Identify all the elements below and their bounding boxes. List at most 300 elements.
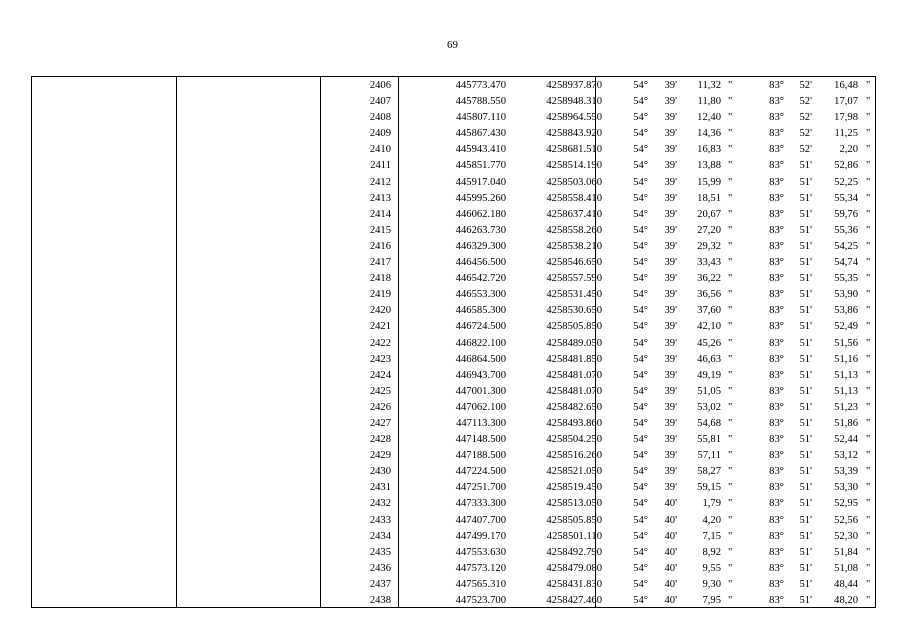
longitude-seconds: 52,49 xyxy=(834,321,858,333)
longitude-seconds: 17,98 xyxy=(834,112,858,124)
longitude-seconds: 52,86 xyxy=(834,160,858,172)
latitude-degrees: 54° xyxy=(633,176,648,188)
latitude-minutes: 39' xyxy=(664,176,677,188)
longitude-degrees: 83° xyxy=(769,257,784,269)
latitude-degrees: 54° xyxy=(633,498,648,510)
longitude-seconds-mark: " xyxy=(866,273,871,285)
longitude-seconds: 51,13 xyxy=(834,385,858,397)
x-coordinate: 447251.700 xyxy=(455,482,506,494)
latitude-seconds-mark: " xyxy=(728,514,733,526)
point-number: 2418 xyxy=(369,273,391,285)
latitude-minutes: 40' xyxy=(664,595,677,606)
table-row xyxy=(32,561,875,577)
table-row xyxy=(32,480,875,496)
longitude-seconds-mark: " xyxy=(866,385,871,397)
longitude-degrees: 83° xyxy=(769,546,784,558)
x-coordinate: 446553.300 xyxy=(455,289,506,301)
point-number: 2421 xyxy=(369,321,391,333)
x-coordinate: 445995.260 xyxy=(455,192,506,204)
latitude-seconds-mark: " xyxy=(728,96,733,108)
latitude-minutes: 40' xyxy=(664,546,677,558)
y-coordinate: 4258531.450 xyxy=(546,289,602,301)
longitude-minutes: 51' xyxy=(799,595,812,606)
table-row xyxy=(32,416,875,432)
latitude-degrees: 54° xyxy=(633,80,648,91)
y-coordinate: 4258481.070 xyxy=(546,385,602,397)
longitude-seconds: 51,08 xyxy=(834,562,858,574)
longitude-minutes: 51' xyxy=(799,385,812,397)
y-coordinate: 4258530.650 xyxy=(546,305,602,317)
x-coordinate: 447499.170 xyxy=(455,530,506,542)
latitude-seconds-mark: " xyxy=(728,353,733,365)
latitude-minutes: 39' xyxy=(664,144,677,156)
point-number: 2408 xyxy=(369,112,391,124)
table-row xyxy=(32,271,875,287)
latitude-minutes: 39' xyxy=(664,434,677,446)
coordinates-table xyxy=(31,76,876,608)
longitude-seconds: 52,56 xyxy=(834,514,858,526)
latitude-minutes: 40' xyxy=(664,514,677,526)
point-number: 2407 xyxy=(369,96,391,108)
longitude-seconds-mark: " xyxy=(866,192,871,204)
x-coordinate: 447001.300 xyxy=(455,385,506,397)
table-row xyxy=(32,593,875,609)
longitude-minutes: 51' xyxy=(799,466,812,478)
latitude-seconds: 11,80 xyxy=(697,96,721,108)
longitude-minutes: 51' xyxy=(799,482,812,494)
y-coordinate: 4258637.410 xyxy=(546,208,602,220)
longitude-seconds: 59,76 xyxy=(834,208,858,220)
longitude-seconds: 55,34 xyxy=(834,192,858,204)
latitude-seconds-mark: " xyxy=(728,257,733,269)
y-coordinate: 4258505.850 xyxy=(546,514,602,526)
latitude-seconds: 45,26 xyxy=(697,337,721,349)
latitude-degrees: 54° xyxy=(633,482,648,494)
latitude-minutes: 39' xyxy=(664,401,677,413)
table-row xyxy=(32,384,875,400)
point-number: 2419 xyxy=(369,289,391,301)
longitude-minutes: 51' xyxy=(799,192,812,204)
longitude-seconds-mark: " xyxy=(866,401,871,413)
table-row xyxy=(32,496,875,512)
point-number: 2413 xyxy=(369,192,391,204)
longitude-minutes: 51' xyxy=(799,562,812,574)
latitude-seconds-mark: " xyxy=(728,240,733,252)
point-number: 2433 xyxy=(369,514,391,526)
y-coordinate: 4258521.050 xyxy=(546,466,602,478)
latitude-seconds: 14,36 xyxy=(697,128,721,140)
latitude-seconds-mark: " xyxy=(728,160,733,172)
table-row xyxy=(32,577,875,593)
longitude-seconds-mark: " xyxy=(866,80,871,91)
y-coordinate: 4258558.410 xyxy=(546,192,602,204)
latitude-seconds: 59,15 xyxy=(697,482,721,494)
latitude-minutes: 39' xyxy=(664,337,677,349)
y-coordinate: 4258489.050 xyxy=(546,337,602,349)
latitude-seconds: 11,32 xyxy=(697,80,721,91)
longitude-degrees: 83° xyxy=(769,128,784,140)
longitude-degrees: 83° xyxy=(769,80,784,91)
y-coordinate: 4258937.870 xyxy=(546,80,602,91)
longitude-minutes: 51' xyxy=(799,224,812,236)
point-number: 2437 xyxy=(369,578,391,590)
longitude-degrees: 83° xyxy=(769,208,784,220)
longitude-degrees: 83° xyxy=(769,450,784,462)
longitude-seconds: 54,74 xyxy=(834,257,858,269)
latitude-degrees: 54° xyxy=(633,546,648,558)
latitude-degrees: 54° xyxy=(633,369,648,381)
table-row xyxy=(32,255,875,271)
longitude-seconds-mark: " xyxy=(866,160,871,172)
x-coordinate: 445807.110 xyxy=(456,112,506,124)
longitude-minutes: 52' xyxy=(799,144,812,156)
table-row xyxy=(32,529,875,545)
longitude-seconds-mark: " xyxy=(866,578,871,590)
longitude-minutes: 51' xyxy=(799,530,812,542)
table-row xyxy=(32,336,875,352)
longitude-minutes: 52' xyxy=(799,80,812,91)
latitude-seconds-mark: " xyxy=(728,450,733,462)
table-row xyxy=(32,400,875,416)
longitude-minutes: 51' xyxy=(799,321,812,333)
x-coordinate: 445917.040 xyxy=(455,176,506,188)
x-coordinate: 447188.500 xyxy=(455,450,506,462)
latitude-degrees: 54° xyxy=(633,514,648,526)
longitude-minutes: 51' xyxy=(799,353,812,365)
y-coordinate: 4258481.070 xyxy=(546,369,602,381)
latitude-degrees: 54° xyxy=(633,401,648,413)
table-row xyxy=(32,126,875,142)
latitude-degrees: 54° xyxy=(633,208,648,220)
latitude-minutes: 39' xyxy=(664,128,677,140)
latitude-seconds-mark: " xyxy=(728,112,733,124)
longitude-degrees: 83° xyxy=(769,337,784,349)
y-coordinate: 4258557.590 xyxy=(546,273,602,285)
latitude-degrees: 54° xyxy=(633,562,648,574)
x-coordinate: 446329.300 xyxy=(455,240,506,252)
y-coordinate: 4258479.080 xyxy=(546,562,602,574)
latitude-seconds-mark: " xyxy=(728,192,733,204)
latitude-seconds-mark: " xyxy=(728,176,733,188)
latitude-minutes: 39' xyxy=(664,80,677,91)
y-coordinate: 4258546.650 xyxy=(546,257,602,269)
point-number: 2424 xyxy=(369,369,391,381)
latitude-seconds: 9,30 xyxy=(702,578,721,590)
x-coordinate: 447148.500 xyxy=(455,434,506,446)
longitude-minutes: 51' xyxy=(799,289,812,301)
y-coordinate: 4258431.830 xyxy=(546,578,602,590)
longitude-seconds-mark: " xyxy=(866,353,871,365)
longitude-minutes: 51' xyxy=(799,417,812,429)
latitude-seconds: 57,11 xyxy=(697,450,721,462)
latitude-seconds-mark: " xyxy=(728,337,733,349)
point-number: 2429 xyxy=(369,450,391,462)
latitude-minutes: 40' xyxy=(664,498,677,510)
longitude-seconds: 17,07 xyxy=(834,96,858,108)
latitude-minutes: 39' xyxy=(664,305,677,317)
latitude-minutes: 40' xyxy=(664,530,677,542)
latitude-degrees: 54° xyxy=(633,417,648,429)
longitude-minutes: 52' xyxy=(799,96,812,108)
latitude-seconds: 15,99 xyxy=(697,176,721,188)
table-row xyxy=(32,110,875,126)
latitude-minutes: 40' xyxy=(664,578,677,590)
latitude-seconds: 36,56 xyxy=(697,289,721,301)
latitude-minutes: 39' xyxy=(664,385,677,397)
x-coordinate: 446542.720 xyxy=(455,273,506,285)
latitude-seconds-mark: " xyxy=(728,128,733,140)
longitude-seconds-mark: " xyxy=(866,482,871,494)
latitude-seconds-mark: " xyxy=(728,578,733,590)
latitude-minutes: 39' xyxy=(664,257,677,269)
point-number: 2426 xyxy=(369,401,391,413)
latitude-seconds-mark: " xyxy=(728,385,733,397)
y-coordinate: 4258503.060 xyxy=(546,176,602,188)
table-row xyxy=(32,303,875,319)
y-coordinate: 4258504.250 xyxy=(546,434,602,446)
longitude-seconds: 53,86 xyxy=(834,305,858,317)
latitude-seconds-mark: " xyxy=(728,321,733,333)
x-coordinate: 446263.730 xyxy=(455,224,506,236)
point-number: 2435 xyxy=(369,546,391,558)
x-coordinate: 447407.700 xyxy=(455,514,506,526)
latitude-degrees: 54° xyxy=(633,96,648,108)
latitude-seconds-mark: " xyxy=(728,273,733,285)
latitude-seconds: 13,88 xyxy=(697,160,721,172)
latitude-seconds: 1,79 xyxy=(702,498,721,510)
x-coordinate: 447565.310 xyxy=(455,578,506,590)
table-row xyxy=(32,368,875,384)
latitude-seconds-mark: " xyxy=(728,434,733,446)
y-coordinate: 4258519.450 xyxy=(546,482,602,494)
latitude-degrees: 54° xyxy=(633,450,648,462)
longitude-seconds-mark: " xyxy=(866,546,871,558)
latitude-seconds: 7,95 xyxy=(702,595,721,606)
y-coordinate: 4258481.850 xyxy=(546,353,602,365)
table-row xyxy=(32,94,875,110)
longitude-seconds: 11,25 xyxy=(834,128,858,140)
latitude-seconds: 9,55 xyxy=(702,562,721,574)
point-number: 2414 xyxy=(369,208,391,220)
y-coordinate: 4258482.650 xyxy=(546,401,602,413)
longitude-minutes: 51' xyxy=(799,337,812,349)
y-coordinate: 4258513.050 xyxy=(546,498,602,510)
latitude-degrees: 54° xyxy=(633,353,648,365)
table-body xyxy=(32,78,875,609)
latitude-minutes: 39' xyxy=(664,96,677,108)
longitude-degrees: 83° xyxy=(769,353,784,365)
longitude-seconds: 55,36 xyxy=(834,224,858,236)
longitude-seconds: 51,23 xyxy=(834,401,858,413)
latitude-seconds: 16,83 xyxy=(697,144,721,156)
latitude-seconds-mark: " xyxy=(728,562,733,574)
latitude-seconds-mark: " xyxy=(728,224,733,236)
longitude-minutes: 51' xyxy=(799,160,812,172)
latitude-seconds: 51,05 xyxy=(697,385,721,397)
latitude-minutes: 39' xyxy=(664,289,677,301)
page-number: 69 xyxy=(447,39,458,51)
x-coordinate: 446456.500 xyxy=(455,257,506,269)
longitude-degrees: 83° xyxy=(769,224,784,236)
latitude-seconds: 20,67 xyxy=(697,208,721,220)
table-row xyxy=(32,319,875,335)
x-coordinate: 447333.300 xyxy=(455,498,506,510)
longitude-degrees: 83° xyxy=(769,96,784,108)
longitude-minutes: 51' xyxy=(799,273,812,285)
latitude-seconds-mark: " xyxy=(728,369,733,381)
latitude-degrees: 54° xyxy=(633,385,648,397)
longitude-seconds: 52,25 xyxy=(834,176,858,188)
longitude-degrees: 83° xyxy=(769,466,784,478)
longitude-degrees: 83° xyxy=(769,160,784,172)
table-row xyxy=(32,223,875,239)
longitude-seconds-mark: " xyxy=(866,96,871,108)
latitude-minutes: 39' xyxy=(664,417,677,429)
point-number: 2406 xyxy=(369,80,391,91)
latitude-minutes: 39' xyxy=(664,240,677,252)
x-coordinate: 447062.100 xyxy=(455,401,506,413)
longitude-seconds: 53,90 xyxy=(834,289,858,301)
point-number: 2431 xyxy=(369,482,391,494)
longitude-minutes: 51' xyxy=(799,257,812,269)
longitude-degrees: 83° xyxy=(769,482,784,494)
latitude-degrees: 54° xyxy=(633,595,648,606)
x-coordinate: 445867.430 xyxy=(455,128,506,140)
longitude-minutes: 51' xyxy=(799,450,812,462)
x-coordinate: 445788.550 xyxy=(455,96,506,108)
table-row xyxy=(32,287,875,303)
longitude-seconds-mark: " xyxy=(866,337,871,349)
latitude-minutes: 39' xyxy=(664,450,677,462)
longitude-minutes: 51' xyxy=(799,208,812,220)
longitude-seconds-mark: " xyxy=(866,434,871,446)
longitude-degrees: 83° xyxy=(769,305,784,317)
y-coordinate: 4258501.110 xyxy=(546,530,602,542)
longitude-seconds-mark: " xyxy=(866,562,871,574)
point-number: 2416 xyxy=(369,240,391,252)
longitude-seconds: 53,30 xyxy=(834,482,858,494)
latitude-degrees: 54° xyxy=(633,224,648,236)
latitude-degrees: 54° xyxy=(633,128,648,140)
longitude-degrees: 83° xyxy=(769,385,784,397)
longitude-degrees: 83° xyxy=(769,595,784,606)
longitude-seconds: 51,56 xyxy=(834,337,858,349)
longitude-seconds: 54,25 xyxy=(834,240,858,252)
latitude-degrees: 54° xyxy=(633,273,648,285)
longitude-degrees: 83° xyxy=(769,578,784,590)
longitude-degrees: 83° xyxy=(769,144,784,156)
longitude-seconds-mark: " xyxy=(866,530,871,542)
x-coordinate: 447573.120 xyxy=(455,562,506,574)
longitude-seconds-mark: " xyxy=(866,595,871,606)
y-coordinate: 4258492.790 xyxy=(546,546,602,558)
x-coordinate: 445851.770 xyxy=(455,160,506,172)
point-number: 2425 xyxy=(369,385,391,397)
point-number: 2438 xyxy=(369,595,391,606)
latitude-minutes: 39' xyxy=(664,192,677,204)
x-coordinate: 445773.470 xyxy=(455,80,506,91)
table-row xyxy=(32,545,875,561)
longitude-seconds: 51,13 xyxy=(834,369,858,381)
longitude-seconds: 53,39 xyxy=(834,466,858,478)
longitude-degrees: 83° xyxy=(769,434,784,446)
point-number: 2423 xyxy=(369,353,391,365)
longitude-seconds-mark: " xyxy=(866,369,871,381)
x-coordinate: 446724.500 xyxy=(455,321,506,333)
latitude-degrees: 54° xyxy=(633,160,648,172)
longitude-minutes: 51' xyxy=(799,514,812,526)
point-number: 2409 xyxy=(369,128,391,140)
latitude-seconds: 36,22 xyxy=(697,273,721,285)
longitude-seconds-mark: " xyxy=(866,450,871,462)
table-row xyxy=(32,207,875,223)
latitude-minutes: 39' xyxy=(664,160,677,172)
table-row xyxy=(32,239,875,255)
longitude-degrees: 83° xyxy=(769,514,784,526)
point-number: 2432 xyxy=(369,498,391,510)
point-number: 2428 xyxy=(369,434,391,446)
x-coordinate: 447553.630 xyxy=(455,546,506,558)
latitude-seconds: 46,63 xyxy=(697,353,721,365)
longitude-seconds: 52,44 xyxy=(834,434,858,446)
latitude-seconds: 12,40 xyxy=(697,112,721,124)
latitude-seconds: 58,27 xyxy=(697,466,721,478)
latitude-minutes: 39' xyxy=(664,112,677,124)
latitude-degrees: 54° xyxy=(633,192,648,204)
longitude-seconds-mark: " xyxy=(866,240,871,252)
longitude-seconds: 51,16 xyxy=(834,353,858,365)
x-coordinate: 446822.100 xyxy=(455,337,506,349)
x-coordinate: 446943.700 xyxy=(455,369,506,381)
latitude-degrees: 54° xyxy=(633,144,648,156)
longitude-seconds-mark: " xyxy=(866,498,871,510)
longitude-seconds: 16,48 xyxy=(834,80,858,91)
latitude-seconds-mark: " xyxy=(728,546,733,558)
x-coordinate: 446864.500 xyxy=(455,353,506,365)
y-coordinate: 4258558.260 xyxy=(546,224,602,236)
longitude-seconds-mark: " xyxy=(866,305,871,317)
point-number: 2430 xyxy=(369,466,391,478)
latitude-seconds-mark: " xyxy=(728,305,733,317)
latitude-seconds-mark: " xyxy=(728,80,733,91)
longitude-minutes: 52' xyxy=(799,128,812,140)
longitude-degrees: 83° xyxy=(769,289,784,301)
point-number: 2415 xyxy=(369,224,391,236)
longitude-seconds-mark: " xyxy=(866,514,871,526)
longitude-degrees: 83° xyxy=(769,192,784,204)
x-coordinate: 445943.410 xyxy=(455,144,506,156)
latitude-seconds-mark: " xyxy=(728,417,733,429)
latitude-seconds: 33,43 xyxy=(697,257,721,269)
longitude-degrees: 83° xyxy=(769,112,784,124)
latitude-degrees: 54° xyxy=(633,257,648,269)
point-number: 2412 xyxy=(369,176,391,188)
longitude-degrees: 83° xyxy=(769,240,784,252)
longitude-seconds-mark: " xyxy=(866,466,871,478)
longitude-seconds-mark: " xyxy=(866,144,871,156)
latitude-seconds: 4,20 xyxy=(702,514,721,526)
y-coordinate: 4258427.460 xyxy=(546,595,602,606)
longitude-degrees: 83° xyxy=(769,176,784,188)
point-number: 2411 xyxy=(370,160,391,172)
longitude-seconds-mark: " xyxy=(866,128,871,140)
longitude-seconds: 53,12 xyxy=(834,450,858,462)
latitude-minutes: 39' xyxy=(664,273,677,285)
latitude-seconds-mark: " xyxy=(728,208,733,220)
longitude-minutes: 51' xyxy=(799,369,812,381)
latitude-seconds: 7,15 xyxy=(702,530,721,542)
x-coordinate: 447523.700 xyxy=(455,595,506,606)
